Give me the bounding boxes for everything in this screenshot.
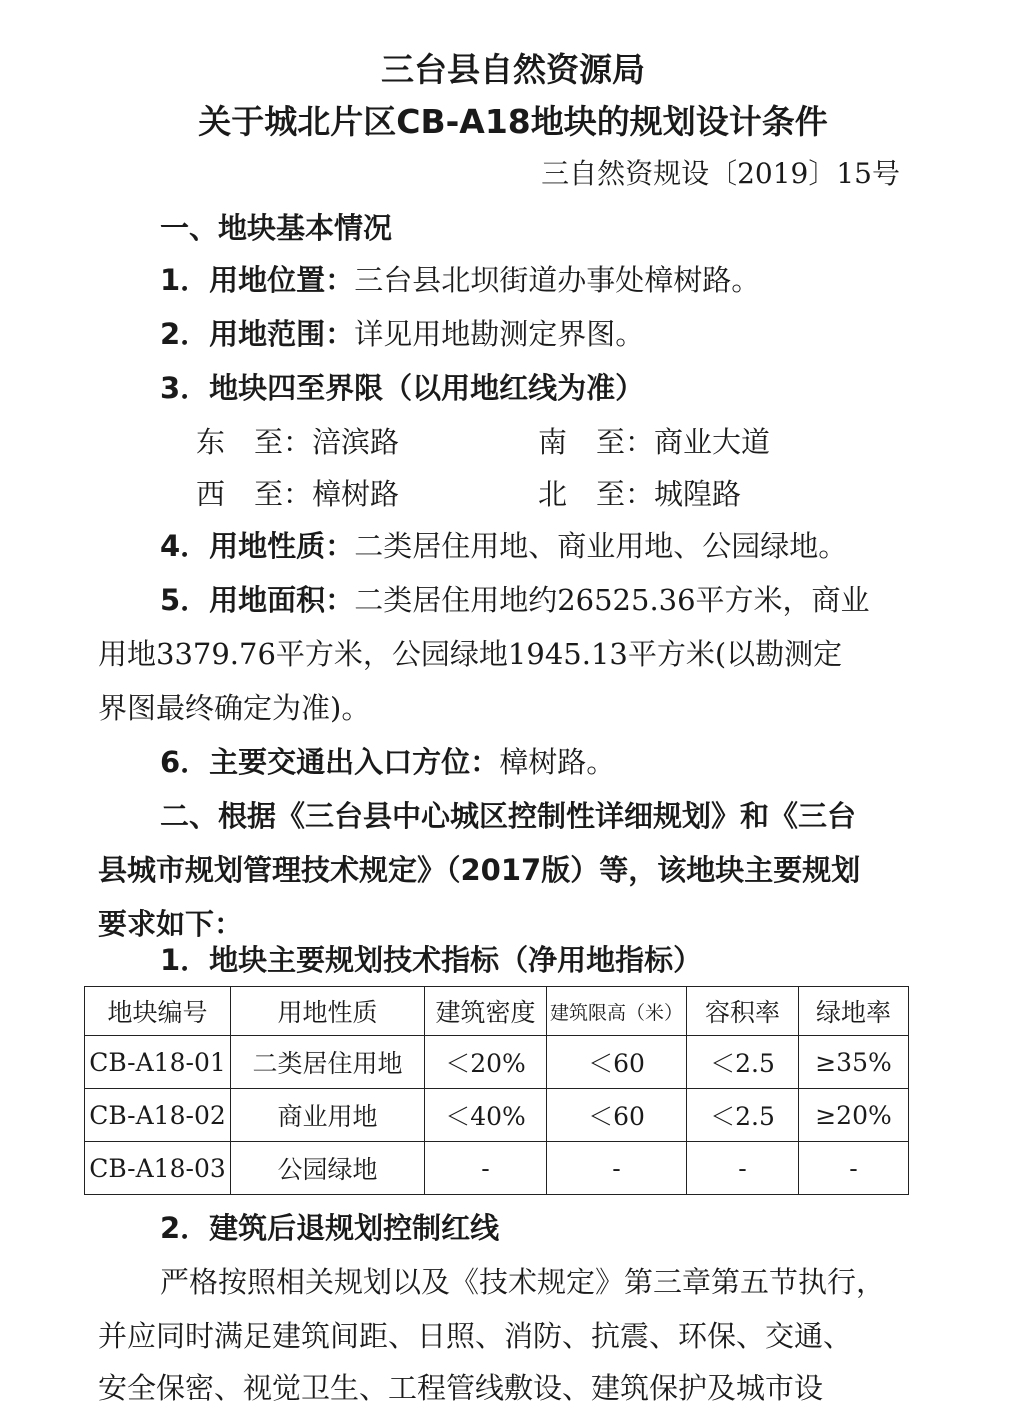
section1-heading: 一、地块基本情况 — [160, 211, 393, 245]
table-cell: ≥20% — [799, 1089, 909, 1142]
setback-para-line1: 严格按照相关规划以及《技术规定》第三章第五节执行， — [160, 1265, 886, 1299]
table-cell: - — [799, 1142, 909, 1195]
item6-label: 6．主要交通出入口方位： — [160, 745, 500, 779]
item1-label: 1．用地位置： — [160, 263, 355, 297]
item-traffic-access — [160, 740, 615, 781]
col-header: 用地性质 — [231, 987, 425, 1036]
indicators-table — [84, 986, 909, 1195]
boundary-west: 西 至：樟树路 — [196, 477, 400, 511]
table-cell: - — [425, 1142, 547, 1195]
item-boundary-heading: 3．地块四至界限（以用地红线为准） — [160, 371, 645, 405]
item5-text-line3: 界图最终确定为准)。 — [98, 691, 371, 725]
item6-text: 樟树路。 — [499, 745, 616, 779]
table-header-row — [85, 987, 909, 1036]
item5-text-line1: 二类居住用地约26525.36平方米，商业 — [354, 583, 870, 617]
setback-para-line2: 并应同时满足建筑间距、日照、消防、抗震、环保、交通、 — [98, 1319, 853, 1353]
setback-para-line3: 安全保密、视觉卫生、工程管线敷设、建筑保护及城市设 — [98, 1371, 824, 1405]
table-cell: CB-A18-01 — [85, 1036, 231, 1089]
table-row — [85, 1089, 909, 1142]
table-cell: 商业用地 — [231, 1089, 425, 1142]
table-cell: 二类居住用地 — [231, 1036, 425, 1089]
col-header: 容积率 — [687, 987, 799, 1036]
table-cell: ＜2.5 — [687, 1089, 799, 1142]
setback-heading: 2．建筑后退规划控制红线 — [160, 1211, 500, 1245]
item1-text: 三台县北坝街道办事处樟树路。 — [354, 263, 761, 297]
document-number: 三自然资规设〔2019〕15号 — [541, 157, 900, 190]
table-cell: ≥35% — [799, 1036, 909, 1089]
boundary-south: 南 至：商业大道 — [538, 425, 771, 459]
table-cell: ＜60 — [547, 1089, 687, 1142]
item4-text: 二类居住用地、商业用地、公园绿地。 — [354, 529, 848, 563]
issuer-title: 三台县自然资源局 — [381, 50, 645, 89]
table-cell: ＜60 — [547, 1036, 687, 1089]
table-row — [85, 1142, 909, 1195]
boundary-east: 东 至：涪滨路 — [196, 425, 400, 459]
table-cell: - — [547, 1142, 687, 1195]
table-cell: ＜20% — [425, 1036, 547, 1089]
boundary-north: 北 至：城隍路 — [538, 477, 742, 511]
item-land-scope — [160, 312, 644, 353]
table-row — [85, 1036, 909, 1089]
table-cell: - — [687, 1142, 799, 1195]
table-cell: ＜2.5 — [687, 1036, 799, 1089]
item-land-use — [160, 524, 847, 565]
item5-label: 5．用地面积： — [160, 583, 355, 617]
item-land-location — [160, 258, 760, 299]
col-header: 地块编号 — [85, 987, 231, 1036]
indicators-heading: 1．地块主要规划技术指标（净用地指标） — [160, 943, 703, 977]
item5-text-line2: 用地3379.76平方米，公园绿地1945.13平方米(以勘测定 — [98, 637, 843, 671]
item4-label: 4．用地性质： — [160, 529, 355, 563]
item2-label: 2．用地范围： — [160, 317, 355, 351]
col-header: 建筑密度 — [425, 987, 547, 1036]
table-cell: CB-A18-03 — [85, 1142, 231, 1195]
col-header: 绿地率 — [799, 987, 909, 1036]
item-land-area — [160, 578, 870, 619]
document-title: 关于城北片区CB-A18地块的规划设计条件 — [198, 102, 828, 141]
table-cell: CB-A18-02 — [85, 1089, 231, 1142]
item2-text: 详见用地勘测定界图。 — [354, 317, 645, 351]
table-cell: 公园绿地 — [231, 1142, 425, 1195]
col-header: 建筑限高（米） — [547, 987, 687, 1036]
section2-heading-line1: 二、根据《三台县中心城区控制性详细规划》和《三台 — [160, 799, 857, 833]
table-cell: ＜40% — [425, 1089, 547, 1142]
section2-heading-line2: 县城市规划管理技术规定》（2017版）等，该地块主要规划 — [98, 853, 861, 887]
section2-heading-line3: 要求如下： — [98, 907, 244, 941]
